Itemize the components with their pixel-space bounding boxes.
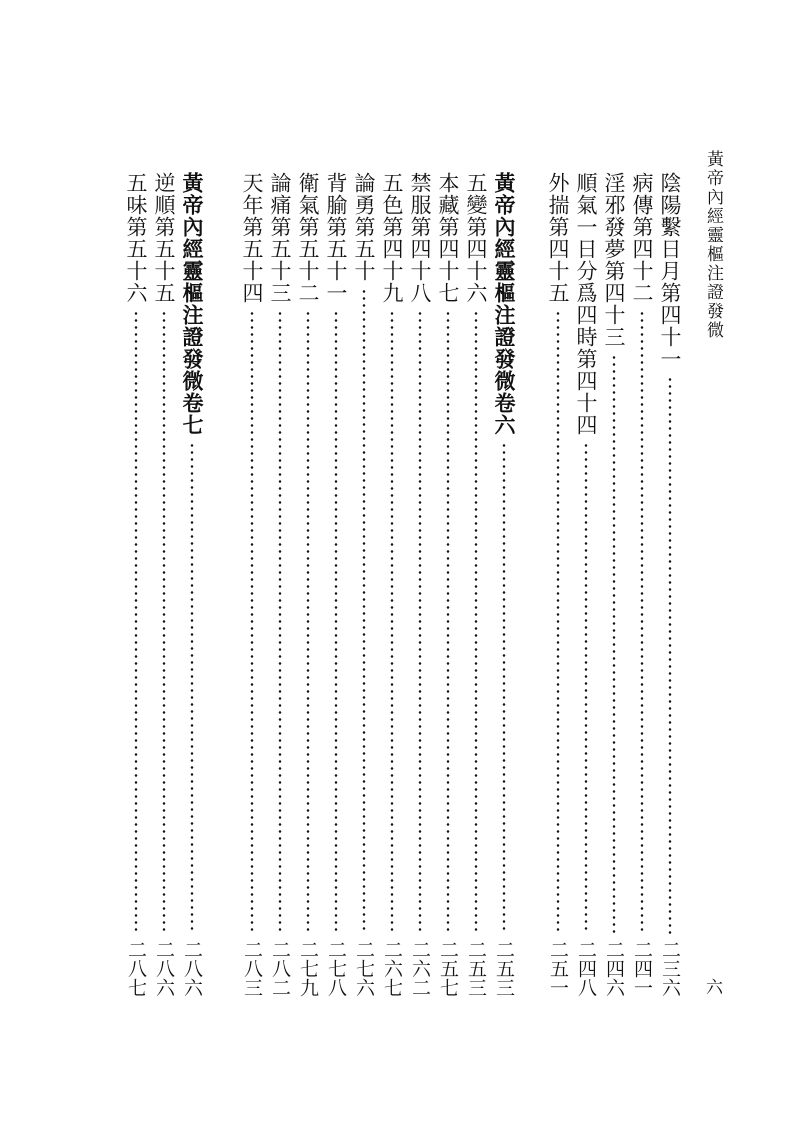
dot-leader bbox=[418, 310, 422, 934]
dot-leader bbox=[278, 310, 282, 934]
toc-entry-page: 二八六 bbox=[153, 940, 175, 997]
dot-leader bbox=[250, 310, 254, 934]
toc-entry bbox=[572, 172, 600, 1010]
toc-entry-page: 二七六 bbox=[353, 940, 375, 997]
toc-entry-title: 衛氣第五十二 bbox=[296, 172, 320, 304]
toc-entry-page: 二四八 bbox=[575, 940, 597, 997]
toc-entry-page: 二四六 bbox=[603, 940, 625, 997]
toc-entry bbox=[322, 172, 350, 1010]
dot-leader bbox=[474, 310, 478, 934]
toc-entry-title: 淫邪發夢第四十三 bbox=[602, 172, 626, 348]
toc-entry-page: 二五三 bbox=[493, 940, 515, 997]
toc-entry-page: 二七九 bbox=[297, 940, 319, 997]
toc-entry-title: 逆順第五十五 bbox=[152, 172, 176, 304]
dot-leader bbox=[640, 310, 644, 934]
running-head: 黃帝內經靈樞注證發微 bbox=[703, 150, 723, 340]
toc-entry-page: 二八六 bbox=[181, 940, 203, 997]
toc-chapter-heading bbox=[490, 172, 518, 1010]
dot-leader bbox=[134, 310, 138, 934]
toc-entry bbox=[462, 172, 490, 1010]
dot-leader bbox=[612, 354, 616, 934]
toc-entry bbox=[350, 172, 378, 1010]
toc-entry-page: 二八七 bbox=[125, 940, 147, 997]
toc-entry bbox=[294, 172, 322, 1010]
toc-entry bbox=[122, 172, 150, 1010]
dot-leader bbox=[162, 310, 166, 934]
toc-entry-page: 二八三 bbox=[241, 940, 263, 997]
dot-leader bbox=[362, 288, 366, 934]
toc-entry-title: 天年第五十四 bbox=[240, 172, 264, 304]
dot-leader bbox=[556, 310, 560, 934]
toc-entry-title: 順氣一日分爲四時第四十四 bbox=[574, 172, 598, 436]
dot-leader bbox=[334, 310, 338, 934]
toc-entry bbox=[266, 172, 294, 1010]
toc-entry bbox=[600, 172, 628, 1010]
dot-leader bbox=[446, 310, 450, 934]
dot-leader bbox=[502, 442, 506, 934]
toc-entry-page: 二五一 bbox=[547, 940, 569, 997]
toc-entry-page: 二八二 bbox=[269, 940, 291, 997]
toc-entry-title: 黃帝內經靈樞注證發微卷七 bbox=[180, 172, 205, 436]
toc-entry bbox=[656, 172, 684, 1010]
toc-entry bbox=[406, 172, 434, 1010]
toc-entry-title: 論勇第五十 bbox=[352, 172, 376, 282]
dot-leader bbox=[390, 310, 394, 934]
toc-entry-title: 陰陽繫日月第四十一 bbox=[658, 172, 682, 370]
toc-entry bbox=[628, 172, 656, 1010]
dot-leader bbox=[668, 376, 672, 934]
toc-entry bbox=[544, 172, 572, 1010]
toc-entry-title: 五變第四十六 bbox=[464, 172, 488, 304]
toc-entry bbox=[238, 172, 266, 1010]
toc-entry bbox=[150, 172, 178, 1010]
toc-entry-title: 五色第四十九 bbox=[380, 172, 404, 304]
toc-entry-title: 背腧第五十一 bbox=[324, 172, 348, 304]
toc-entry-page: 二六七 bbox=[381, 940, 403, 997]
toc-entry-title: 論痛第五十三 bbox=[268, 172, 292, 304]
dot-leader bbox=[584, 442, 588, 934]
toc-entry bbox=[434, 172, 462, 1010]
toc-entry-page: 二六二 bbox=[409, 940, 431, 997]
toc-entry-page: 二七八 bbox=[325, 940, 347, 997]
toc-entry-page: 二四一 bbox=[631, 940, 653, 997]
toc-entry-page: 二三六 bbox=[659, 940, 681, 997]
toc-entry-title: 本藏第四十七 bbox=[436, 172, 460, 304]
page-number: 六 bbox=[702, 978, 722, 995]
toc-entry-title: 五味第五十六 bbox=[124, 172, 148, 304]
toc-entry-title: 外揣第四十五 bbox=[546, 172, 570, 304]
toc-entry-title: 黃帝內經靈樞注證發微卷六 bbox=[492, 172, 517, 436]
toc-chapter-heading bbox=[178, 172, 206, 1010]
toc-entry-page: 二五三 bbox=[465, 940, 487, 997]
toc-entry-title: 病傳第四十二 bbox=[630, 172, 654, 304]
toc-entry-page: 二五七 bbox=[437, 940, 459, 997]
dot-leader bbox=[190, 442, 194, 934]
dot-leader bbox=[306, 310, 310, 934]
toc-entry-title: 禁服第四十八 bbox=[408, 172, 432, 304]
toc-entry bbox=[378, 172, 406, 1010]
